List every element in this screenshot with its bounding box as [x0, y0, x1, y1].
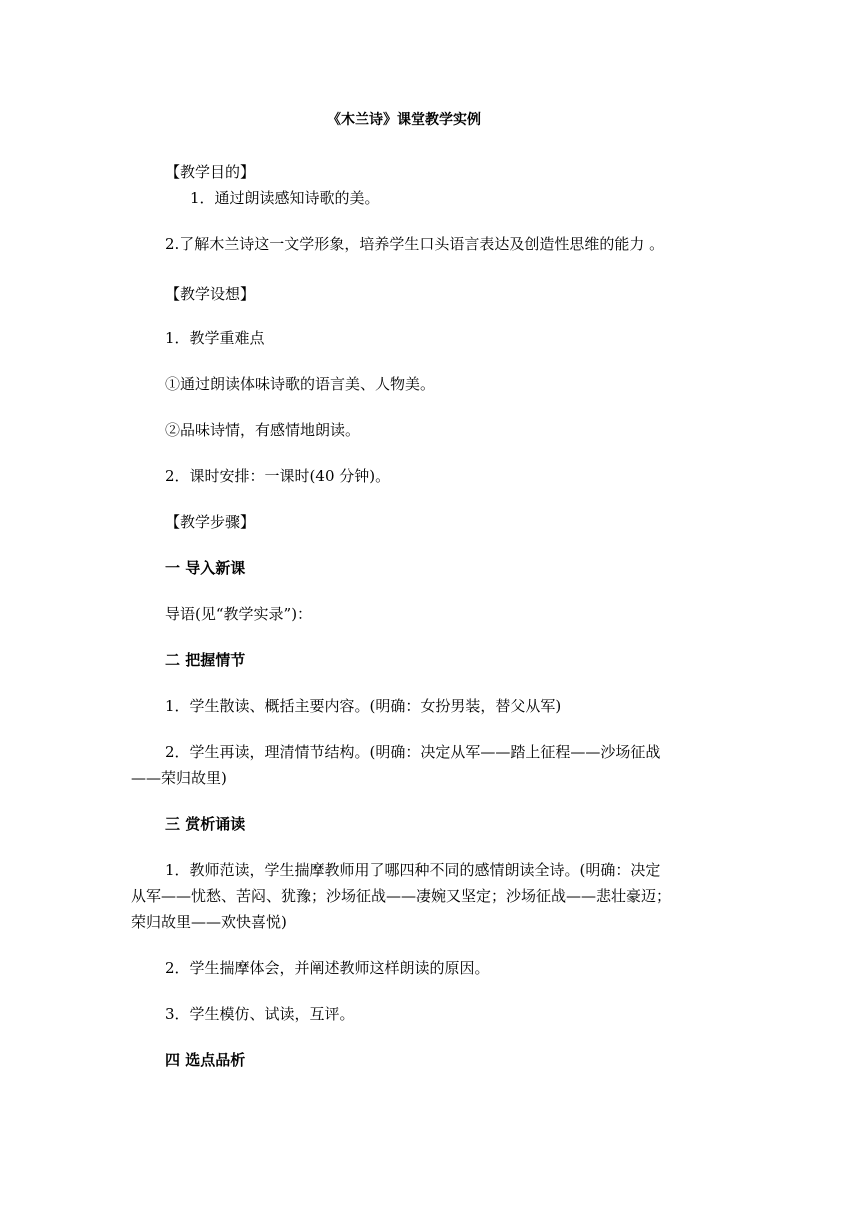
- step-3-item-1-line-2: 从军——忧愁、苦闷、犹豫；沙场征战——凄婉又坚定；沙场征战——悲壮豪迈；: [131, 887, 672, 905]
- step-heading-4: 四 选点品析: [165, 1051, 246, 1069]
- step-3-item-2: 2．学生揣摩体会，并阐述教师这样朗读的原因。: [165, 959, 490, 977]
- step-2-item-2-line-2: ——荣归故里): [131, 769, 227, 787]
- step-1-text: 导语(见“教学实录”)：: [165, 605, 313, 623]
- step-heading-1: 一 导入新课: [165, 559, 246, 577]
- step-heading-2: 二 把握情节: [165, 651, 246, 669]
- design-item-1: 1．教学重难点: [165, 329, 265, 347]
- section-heading-steps: 【教学步骤】: [165, 513, 256, 531]
- step-2-item-1: 1．学生散读、概括主要内容。(明确：女扮男装，替父从军): [165, 697, 562, 715]
- design-item-2: 2．课时安排：一课时(40 分钟)。: [165, 467, 391, 485]
- design-subitem-2: ②品味诗情，有感情地朗读。: [165, 421, 361, 439]
- objective-item-2: 2.了解木兰诗这一文学形象，培养学生口头语言表达及创造性思维的能力 。: [165, 235, 665, 253]
- objective-item-1: 1．通过朗读感知诗歌的美。: [190, 189, 380, 207]
- document-title: 《木兰诗》课堂教学实例: [327, 112, 481, 128]
- step-3-item-1-line-1: 1．教师范读，学生揣摩教师用了哪四种不同的感情朗读全诗。(明确：决定: [165, 861, 661, 879]
- section-heading-objectives: 【教学目的】: [165, 163, 256, 181]
- step-3-item-1-line-3: 荣归故里——欢快喜悦): [131, 913, 287, 931]
- step-3-item-3: 3．学生模仿、试读，互评。: [165, 1005, 355, 1023]
- step-2-item-2-line-1: 2．学生再读，理清情节结构。(明确：决定从军——踏上征程——沙场征战: [165, 743, 661, 761]
- section-heading-design: 【教学设想】: [165, 285, 256, 303]
- step-heading-3: 三 赏析诵读: [165, 815, 246, 833]
- design-subitem-1: ①通过朗读体味诗歌的语言美、人物美。: [165, 375, 436, 393]
